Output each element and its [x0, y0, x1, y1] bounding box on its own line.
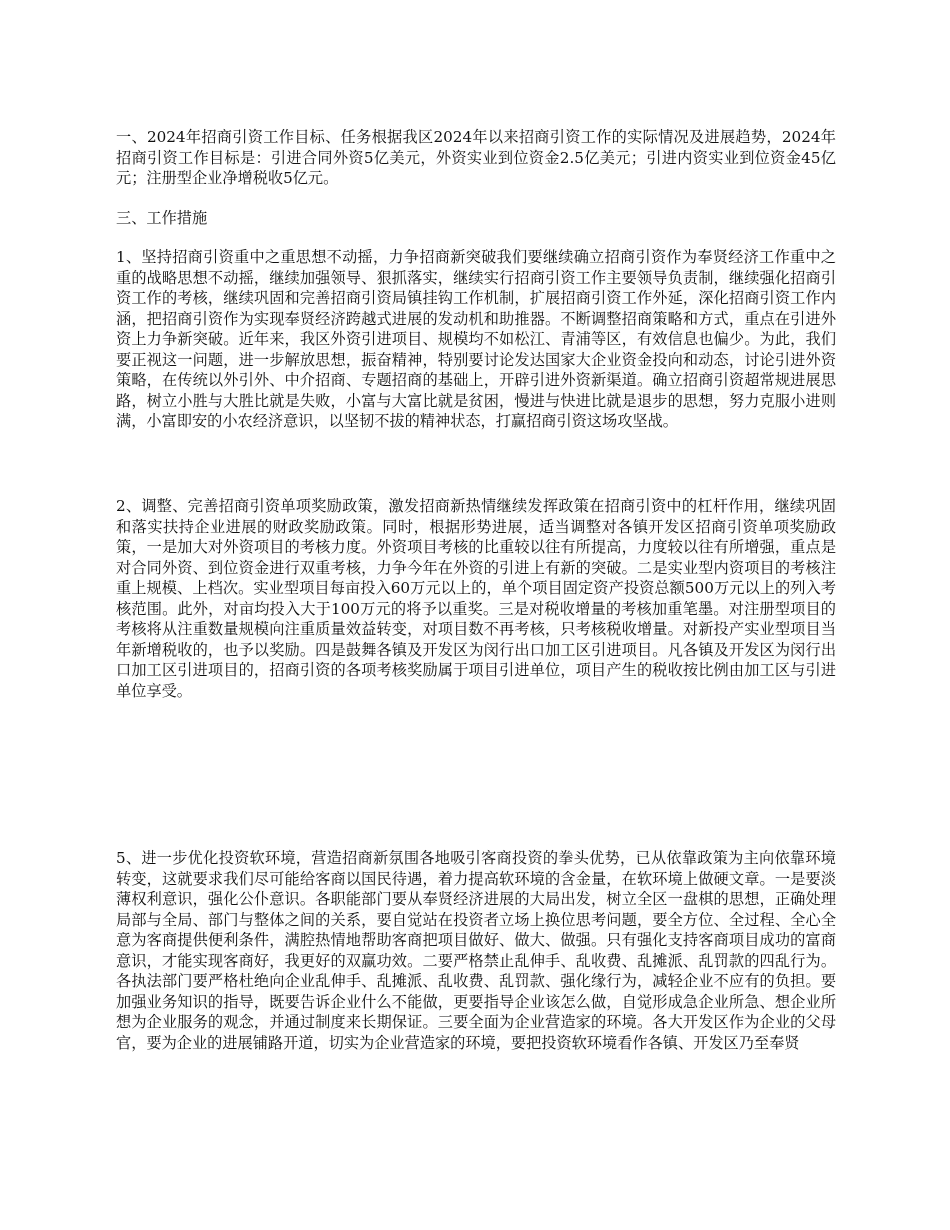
intro-paragraph: 一、2024年招商引资工作目标、任务根据我区2024年以来招商引资工作的实际情况及进展趋势，2024年招商引资工作目标是：引进合同外资5亿美元，外资实业到位资金2.5亿美元；引进内资实业到位资金45亿元；注册型企业净增税收5亿元。	[116, 128, 836, 187]
measure-paragraph-1: 1、坚持招商引资重中之重思想不动摇，力争招商新突破我们要继续确立招商引资作为奉贤经济工作重中之重的战略思想不动摇，继续加强领导、狠抓落实，继续实行招商引资工作主要领导负责制，继续强化招商引资工作的考核，继续巩固和完善招商引资局镇挂钩工作机制，扩展招商引资工作外延，深化招商引资工作内涵，把招商引资作为实现奉贤经济跨越式进展的发动机和助推器。不断调整招商策略和方式，重点在引进外资上力争新突破。近年来，我区外资引进项目、规模均不如松江、青浦等区，有效信息也偏少。为此，我们要正视这一问题，进一步解放思想，振奋精神，特别要讨论发达国家大企业资金投向和动态，讨论引进外资策略，在传统以外引外、中介招商、专题招商的基础上，开辟引进外资新渠道。确立招商引资超常规进展思路，树立小胜与大胜比就是失败，小富与大富比就是贫困，慢进与快进比就是退步的思想，努力克服小进则满，小富即安的小农经济意识，以坚韧不拔的精神状态，打赢招商引资这场攻坚战。	[116, 248, 836, 430]
section-heading: 三、工作措施	[116, 209, 208, 227]
measure-paragraph-2: 2、调整、完善招商引资单项奖励政策，激发招商新热情继续发挥政策在招商引资中的杠杆作用，继续巩固和落实扶持企业进展的财政奖励政策。同时，根据形势进展，适当调整对各镇开发区招商引资单项奖励政策，一是加大对外资项目的考核力度。外资项目考核的比重较以往有所提高，力度较以往有所增强，重点是对合同外资、到位资金进行双重考核，力争今年在外资的引进上有新的突破。二是实业型内资项目的考核注重上规模、上档次。实业型项目每亩投入60万元以上的，单个项目固定资产投资总额500万元以上的列入考核范围。此外，对亩均投入大于100万元的将予以重奖。三是对税收增量的考核加重笔墨。对注册型项目的考核将从注重数量规模向注重质量效益转变，对项目数不再考核，只考核税收增量。对新投产实业型项目当年新增税收的，也予以奖励。四是鼓舞各镇及开发区为闵行出口加工区引进项目。凡各镇及开发区为闵行出口加工区引进项目的，招商引资的各项考核奖励属于项目引进单位，项目产生的税收按比例由加工区与引进单位享受。	[116, 497, 836, 700]
measure-paragraph-5: 5、进一步优化投资软环境，营造招商新氛围各地吸引客商投资的拳头优势，已从依靠政策为主向依靠环境转变，这就要求我们尽可能给客商以国民待遇，着力提高软环境的含金量，在软环境上做硬文章。一是要淡薄权利意识，强化公仆意识。各职能部门要从奉贤经济进展的大局出发，树立全区一盘棋的思想，正确处理局部与全局、部门与整体之间的关系，要自觉站在投资者立场上换位思考问题，要全方位、全过程、全心全意为客商提供便利条件，满腔热情地帮助客商把项目做好、做大、做强。只有强化支持客商项目成功的富商意识，才能实现客商好，我更好的双赢功效。二要严格禁止乱伸手、乱收费、乱摊派、乱罚款的四乱行为。各执法部门要严格杜绝向企业乱伸手、乱摊派、乱收费、乱罚款、强化缘行为，减轻企业不应有的负担。要加强业务知识的指导，既要告诉企业什么不能做，更要指导企业该怎么做，自觉形成急企业所急、想企业所想为企业服务的观念，并通过制度来长期保证。三要全面为企业营造家的环境。各大开发区作为企业的父母官，要为企业的进展铺路开道，切实为企业营造家的环境，要把投资软环境看作各镇、开发区乃至奉贤	[116, 849, 836, 1052]
